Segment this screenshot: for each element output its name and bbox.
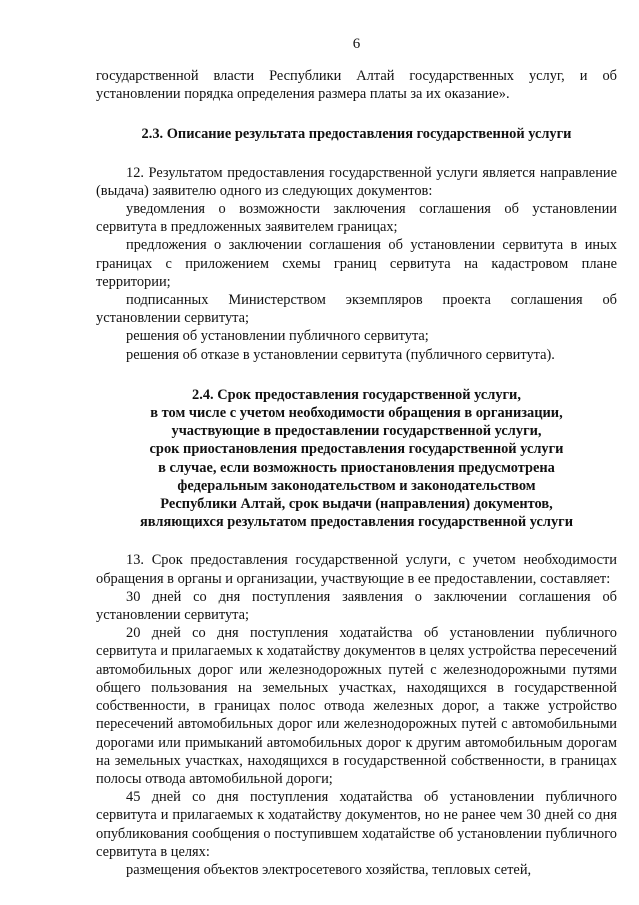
section-2-4-heading-line: в случае, если возможность приостановления предусмотрена [158, 459, 555, 476]
page-number: 6 [352, 36, 361, 52]
result-item-public-servitude-decision: решения об установлении публичного сервитута; [126, 328, 429, 345]
result-item-notification: уведомления о возможности заключения соглашения об установлении сервитута в предложенных заявителем границах; [96, 201, 617, 236]
result-item-signed-copies: подписанных Министерством экземпляров проекта соглашения об установлении сервитута; [96, 292, 617, 327]
section-2-4-heading-line: срок приостановления предоставления государственной услуги [149, 441, 564, 458]
section-2-4-heading-line: Республики Алтай, срок выдачи (направления) документов, [160, 496, 553, 513]
intro-paragraph: государственной власти Республики Алтай государственных услуг, и об установлении порядка определения размера платы за их оказание». [96, 68, 617, 103]
result-item-proposal: предложения о заключении соглашения об установлении сервитута в иных границах с приложением схемы границ сервитута на кадастровом плане территории; [96, 237, 617, 290]
section-2-4-heading-line: в том числе с учетом необходимости обращения в организации, [150, 405, 563, 422]
paragraph-13: 13. Срок предоставления государственной услуги, с учетом необходимости обращения в органы и организации, участвующие в ее предоставлении, составляет: [96, 552, 617, 587]
term-item-45-days: 45 дней со дня поступления ходатайства об установлении публичного сервитута и прилагаемых к ходатайству документов, но не ранее чем 30 дней со дня опубликования сообщения о поступившем ходатайстве об установлении публичного сервитута в целях: [96, 789, 617, 860]
term-item-placement: размещения объектов электросетевого хозяйства, тепловых сетей, [126, 861, 532, 878]
section-2-4-heading-line: являющихся результатом предоставления государственной услуги [140, 514, 573, 531]
section-2-4-heading [96, 386, 617, 532]
section-2-3-heading: 2.3. Описание результата предоставления государственной услуги [141, 126, 572, 143]
section-2-4-heading-line: федеральным законодательством и законодательством [177, 477, 536, 494]
term-item-30-days: 30 дней со дня поступления заявления о заключении соглашения об установлении сервитута; [96, 588, 617, 624]
section-2-4-heading-line: 2.4. Срок предоставления государственной услуги, [192, 386, 521, 403]
paragraph-12: 12. Результатом предоставления государственной услуги является направление (выдача) заявителю одного из следующих документов: [96, 164, 617, 199]
section-2-4-heading-line: участвующие в предоставлении государственной услуги, [171, 423, 542, 440]
term-item-20-days: 20 дней со дня поступления ходатайства об установлении публичного сервитута и прилагаемых к ходатайству документов в целях устройства пересечений автомобильных дорог или железнодорожных путей с железнодорожными путями общего пользования на земельных участках, находящихся в государственной собственности, в границах полос отвода железных дорог, а также устройство пересечений автомобильных дорог или железнодорожных путей с автомобильными дорогами или примыканий автомобильных дорог к другим автомобильным дорогам на земельных участках, находящихся в государственной собственности, в границах полосы отвода автомобильной дороги; [96, 625, 617, 787]
result-item-refusal-decision: решения об отказе в установлении сервитута (публичного сервитута). [126, 346, 555, 363]
